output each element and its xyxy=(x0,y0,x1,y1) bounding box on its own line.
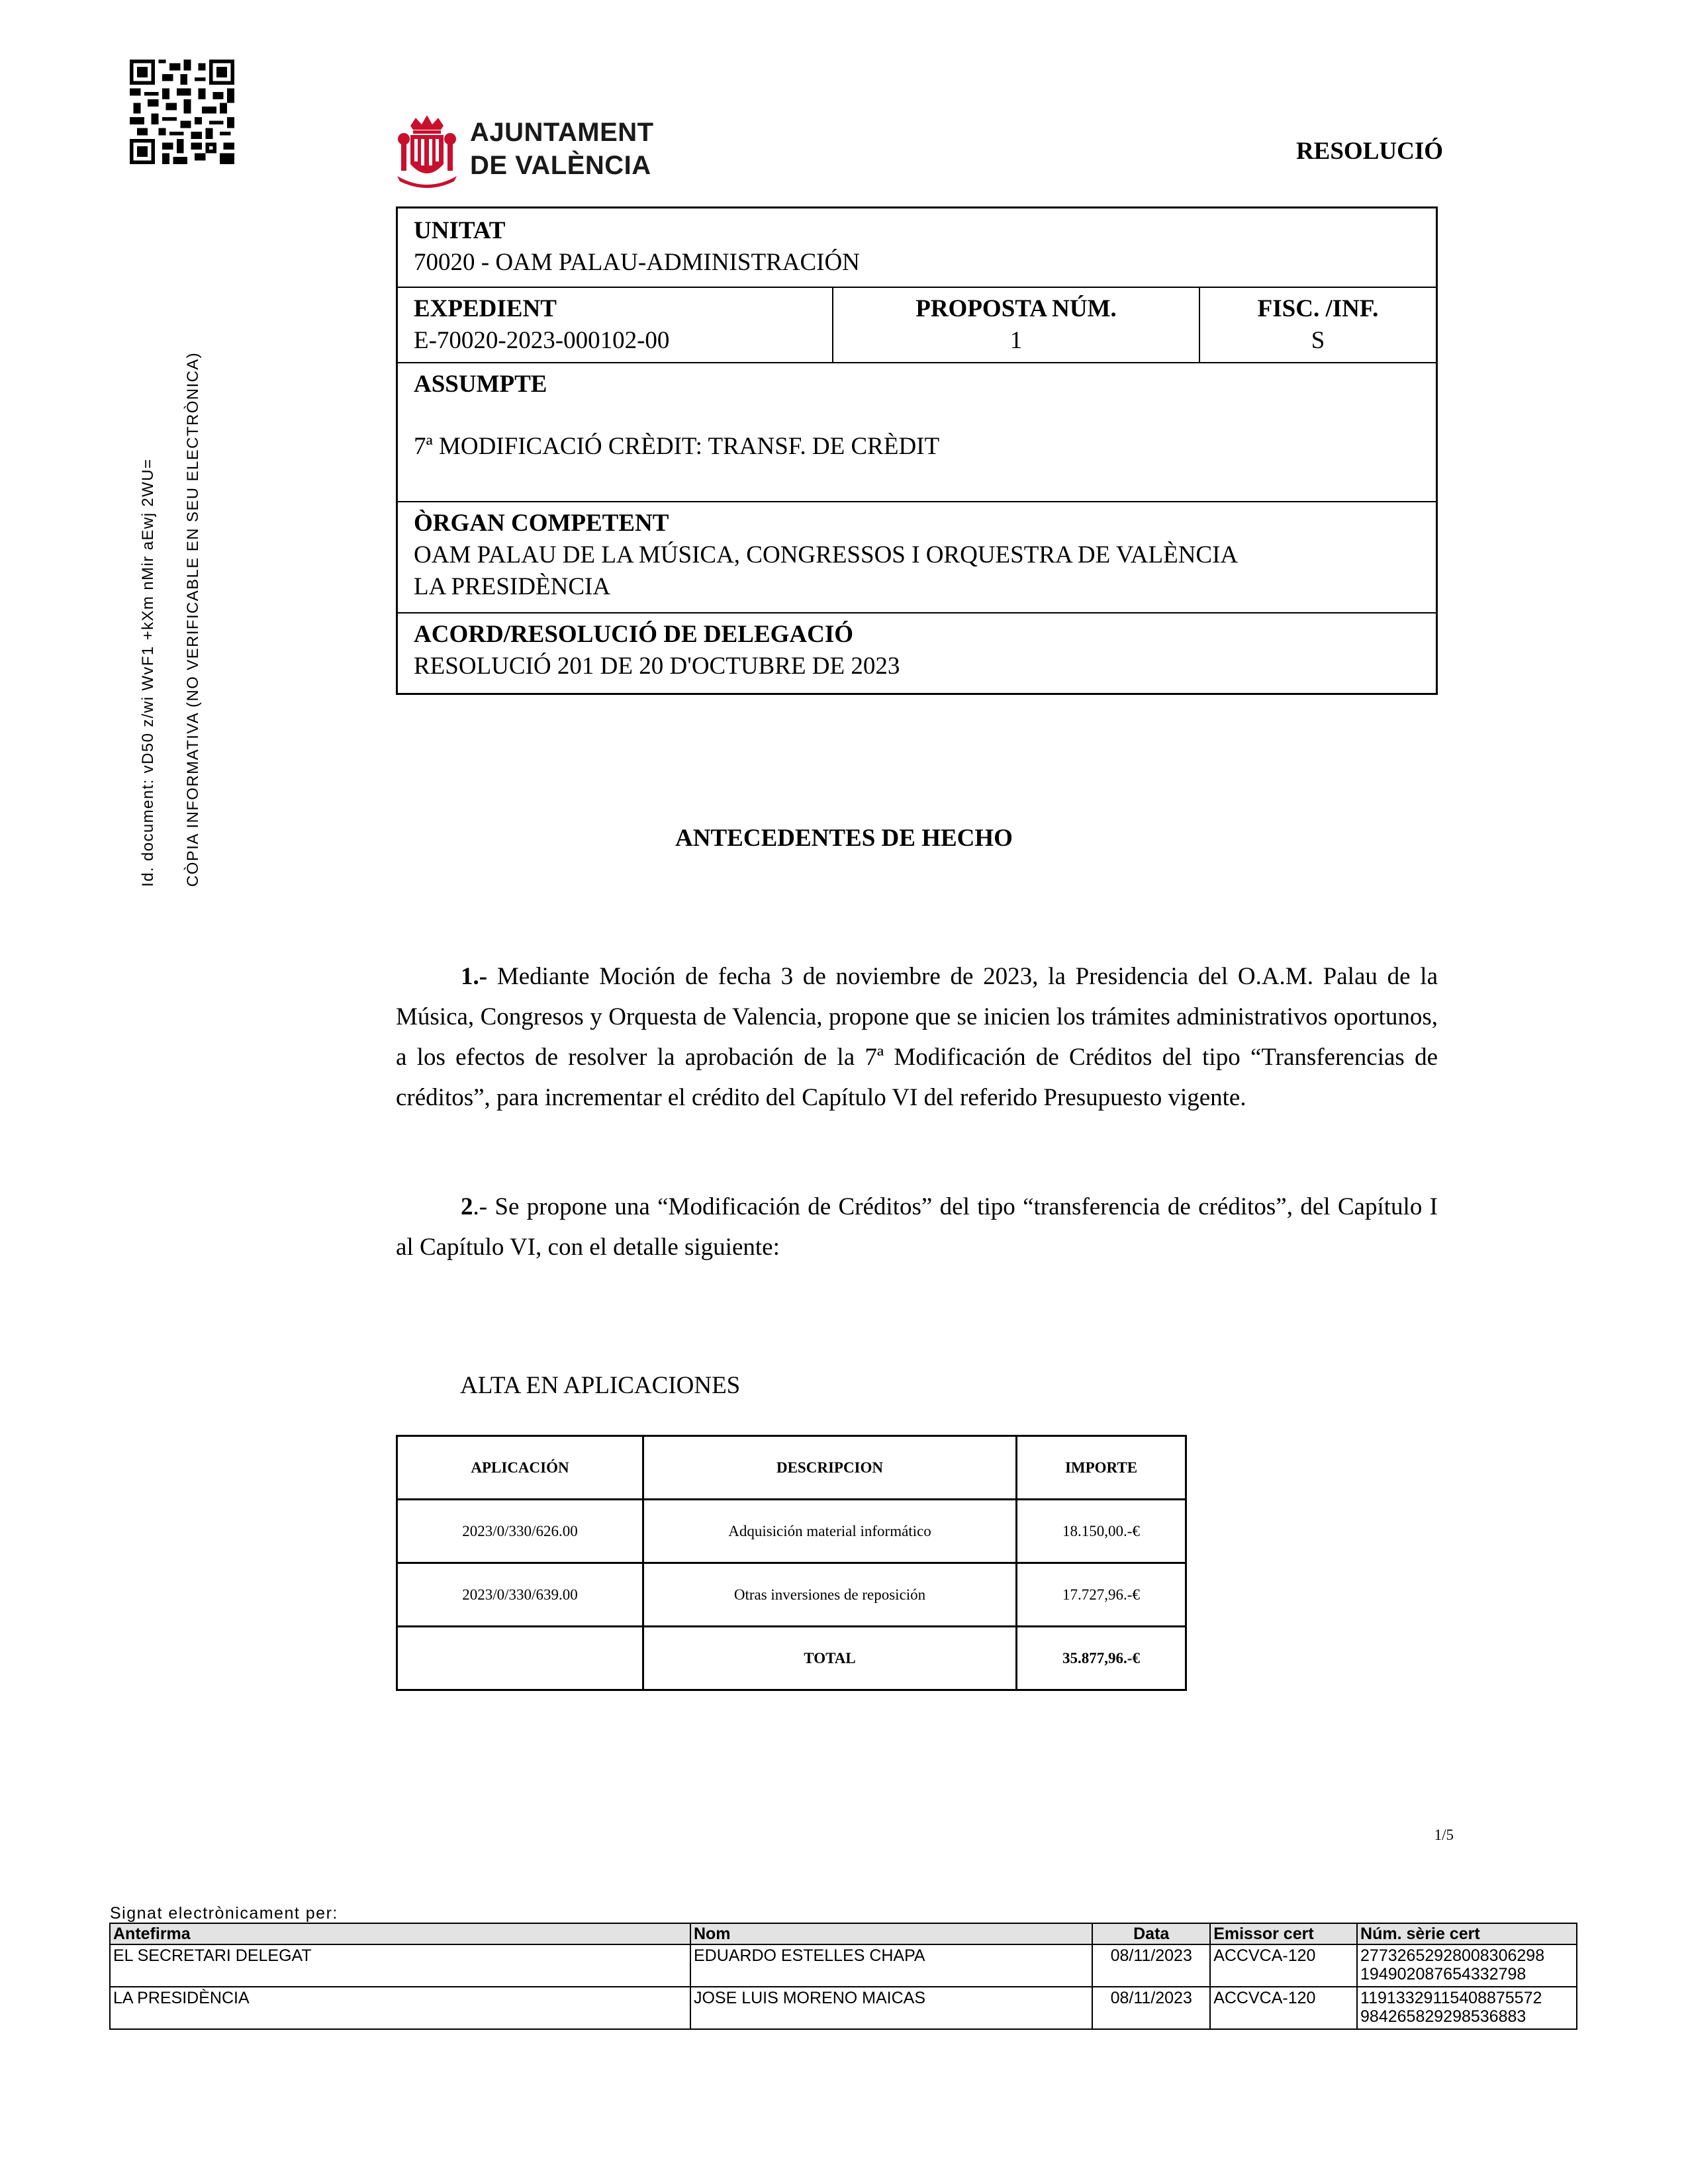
cell-descripcion: Adquisición material informático xyxy=(643,1500,1017,1563)
header-descripcion: DESCRIPCION xyxy=(643,1436,1017,1500)
unitat-label: UNITAT xyxy=(414,217,506,244)
header-emissor: Emissor cert xyxy=(1210,1923,1357,1944)
logo-line-2: DE VALÈNCIA xyxy=(470,151,651,180)
header-serie: Núm. sèrie cert xyxy=(1357,1923,1577,1944)
organ-value-line-2: LA PRESIDÈNCIA xyxy=(414,573,611,600)
alta-heading: ALTA EN APLICACIONES xyxy=(460,1372,741,1399)
paragraph-2-number: 2 xyxy=(461,1193,473,1220)
serie xyxy=(1357,1944,1577,1987)
emissor: ACCVCA-120 xyxy=(1210,1944,1357,1987)
alta-table xyxy=(396,1435,1187,1691)
header-data: Data xyxy=(1092,1923,1210,1944)
nom: EDUARDO ESTELLES CHAPA xyxy=(690,1944,1092,1987)
organ-label: ÒRGAN COMPETENT xyxy=(414,510,669,537)
header-info-box xyxy=(396,206,1438,695)
nom: JOSE LUIS MORENO MAICAS xyxy=(690,1987,1092,2029)
organ-value-line-1: OAM PALAU DE LA MÚSICA, CONGRESSOS I ORQUESTRA DE VALÈNCIA xyxy=(414,541,1239,569)
proposta-value: 1 xyxy=(1009,327,1023,354)
signature-row xyxy=(110,1944,1577,1987)
header-antefirma: Antefirma xyxy=(110,1923,690,1944)
assumpte-value: 7ª MODIFICACIÓ CRÈDIT: TRANSF. DE CRÈDIT xyxy=(414,433,940,460)
proposta-cell xyxy=(833,288,1200,362)
paragraph-2-text: .- Se propone una “Modificación de Créditos” del tipo “transferencia de créditos”, del Capítulo I al Capítulo VI, con el detalle siguiente: xyxy=(396,1193,1438,1261)
table-header-row xyxy=(397,1436,1186,1500)
logo-line-1: AJUNTAMENT xyxy=(470,118,654,147)
signatures-title: Signat electrònicament per: xyxy=(110,1904,338,1923)
paragraph-2 xyxy=(396,1187,1438,1267)
expedient-label: EXPEDIENT xyxy=(414,295,557,322)
serie-line-2: 194902087654332798 xyxy=(1360,1965,1526,1983)
proposta-label: PROPOSTA NÚM. xyxy=(915,295,1117,322)
organ-section xyxy=(398,502,1436,614)
table-total-row xyxy=(397,1627,1186,1690)
signatures-table xyxy=(109,1923,1577,2030)
qr-code xyxy=(130,60,234,164)
expedient-cell xyxy=(398,288,833,362)
table-row xyxy=(397,1500,1186,1563)
cell-empty xyxy=(397,1627,643,1690)
cell-importe: 17.727,96.-€ xyxy=(1017,1563,1186,1627)
side-copy-notice: CÒPIA INFORMATIVA (NO VERIFICABLE EN SEU ELECTRÒNICA) xyxy=(184,351,202,887)
assumpte-label: ASSUMPTE xyxy=(414,371,547,398)
acord-value: RESOLUCIÓ 201 DE 20 D'OCTUBRE DE 2023 xyxy=(414,653,900,680)
signatures-header-row xyxy=(110,1923,1577,1944)
header-importe: IMPORTE xyxy=(1017,1436,1186,1500)
data: 08/11/2023 xyxy=(1092,1944,1210,1987)
serie-line-2: 984265829298536883 xyxy=(1360,2007,1526,2026)
fisc-label: FISC. /INF. xyxy=(1257,295,1379,322)
city-crest-icon xyxy=(391,111,463,191)
acord-label: ACORD/RESOLUCIÓ DE DELEGACIÓ xyxy=(414,621,854,648)
total-label: TOTAL xyxy=(643,1627,1017,1690)
cell-aplicacion: 2023/0/330/639.00 xyxy=(397,1563,643,1627)
paragraph-1 xyxy=(396,956,1438,1118)
serie xyxy=(1357,1987,1577,2029)
antefirma: EL SECRETARI DELEGAT xyxy=(110,1944,690,1987)
side-document-id: Id. document: vD50 z/wi WvF1 +kXm nMir aEwj 2WU= xyxy=(139,458,157,887)
assumpte-section xyxy=(398,363,1436,502)
section-title: ANTECEDENTES DE HECHO xyxy=(675,825,1013,852)
emissor: ACCVCA-120 xyxy=(1210,1987,1357,2029)
paragraph-1-number: 1.- xyxy=(461,963,488,990)
acord-section xyxy=(398,614,1436,693)
document-type: RESOLUCIÓ xyxy=(1295,138,1443,165)
total-value: 35.877,96.-€ xyxy=(1017,1627,1186,1690)
unitat-value: 70020 - OAM PALAU-ADMINISTRACIÓN xyxy=(414,249,860,276)
data: 08/11/2023 xyxy=(1092,1987,1210,2029)
expedient-value: E-70020-2023-000102-00 xyxy=(414,327,670,354)
header-nom: Nom xyxy=(690,1923,1092,1944)
cell-importe: 18.150,00.-€ xyxy=(1017,1500,1186,1563)
serie-line-1: 27732652928008306298 xyxy=(1360,1946,1545,1965)
page-number: 1/5 xyxy=(1434,1827,1454,1843)
expedient-section xyxy=(398,288,1436,363)
signature-row xyxy=(110,1987,1577,2029)
paragraph-1-text: Mediante Moción de fecha 3 de noviembre de 2023, la Presidencia del O.A.M. Palau de la Música, Congresos y Orquesta de Valencia, propone que se inicien los trámites administrativos oportunos, a los efectos de resolver la aprobación de la 7ª Modificación de Créditos del tipo “Transferencias de créditos”, para incrementar el crédito del Capítulo VI del referido Presupuesto vigente. xyxy=(396,963,1438,1111)
cell-descripcion: Otras inversiones de reposición xyxy=(643,1563,1017,1627)
antefirma: LA PRESIDÈNCIA xyxy=(110,1987,690,2029)
header-aplicacion: APLICACIÓN xyxy=(397,1436,643,1500)
fisc-cell xyxy=(1200,288,1436,362)
ajuntament-logo xyxy=(391,111,669,191)
cell-aplicacion: 2023/0/330/626.00 xyxy=(397,1500,643,1563)
fisc-value: S xyxy=(1311,327,1325,354)
serie-line-1: 11913329115408875572 xyxy=(1360,1989,1542,2007)
table-row xyxy=(397,1563,1186,1627)
unitat-section xyxy=(398,208,1436,288)
